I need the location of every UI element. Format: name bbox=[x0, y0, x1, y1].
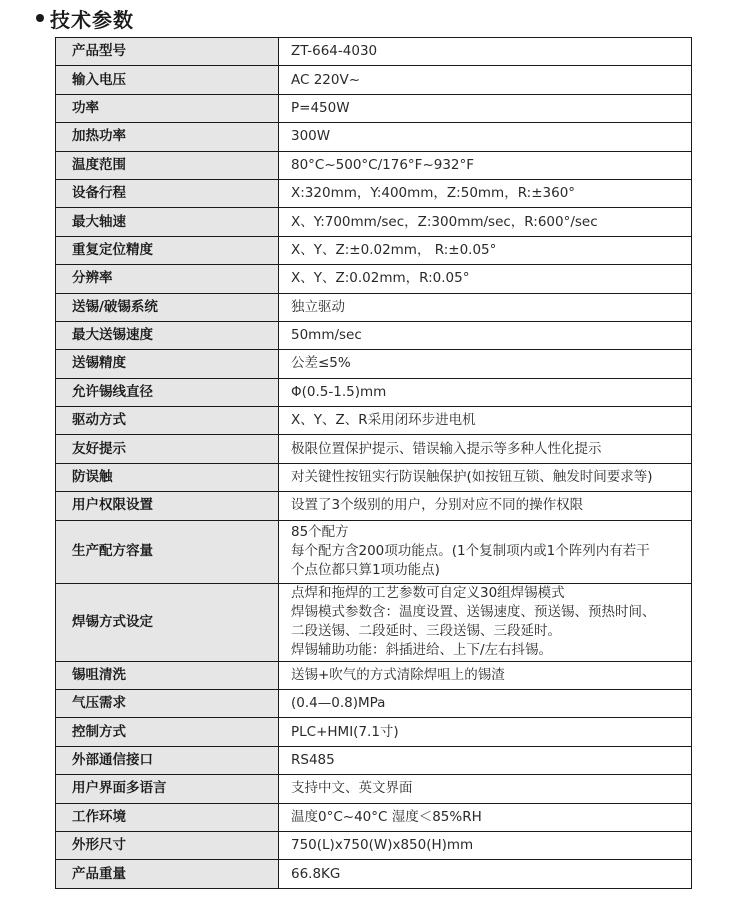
spec-row bbox=[56, 38, 692, 66]
spec-label: 重复定位精度 bbox=[56, 236, 279, 264]
spec-table-body bbox=[56, 38, 692, 889]
spec-row bbox=[56, 775, 692, 803]
spec-value-line: 送锡+吹气的方式清除焊咀上的锡渣 bbox=[291, 666, 505, 683]
spec-value-line: RS485 bbox=[291, 752, 335, 768]
spec-value bbox=[279, 690, 692, 718]
spec-label: 用户权限设置 bbox=[56, 492, 279, 520]
spec-label: 送锡/破锡系统 bbox=[56, 293, 279, 321]
spec-label: 最大送锡速度 bbox=[56, 321, 279, 349]
section-title: 技术参数 bbox=[50, 7, 134, 32]
spec-table bbox=[55, 37, 692, 889]
spec-value bbox=[279, 38, 692, 66]
spec-value-line: X、Y:700mm/sec，Z:300mm/sec，R:600°/sec bbox=[291, 213, 598, 230]
spec-value-line: 独立驱动 bbox=[291, 298, 345, 315]
spec-value bbox=[279, 179, 692, 207]
spec-value bbox=[279, 236, 692, 264]
spec-row bbox=[56, 66, 692, 94]
spec-value bbox=[279, 66, 692, 94]
spec-label: 温度范围 bbox=[56, 151, 279, 179]
spec-value-line: 公差≤5% bbox=[291, 355, 351, 372]
spec-row bbox=[56, 208, 692, 236]
spec-label: 用户界面多语言 bbox=[56, 775, 279, 803]
spec-row bbox=[56, 179, 692, 207]
spec-value-line: Φ(0.5-1.5)mm bbox=[291, 383, 387, 400]
spec-value-line: 温度0°C~40°C 湿度＜85%RH bbox=[291, 808, 482, 825]
spec-row bbox=[56, 321, 692, 349]
spec-value-line: 支持中文、英文界面 bbox=[291, 780, 413, 797]
spec-row bbox=[56, 492, 692, 520]
spec-label: 分辨率 bbox=[56, 265, 279, 293]
spec-row bbox=[56, 151, 692, 179]
spec-value-line: P=450W bbox=[291, 99, 350, 116]
spec-row bbox=[56, 583, 692, 661]
spec-value bbox=[279, 293, 692, 321]
spec-label: 气压需求 bbox=[56, 690, 279, 718]
spec-row bbox=[56, 350, 692, 378]
spec-value bbox=[279, 265, 692, 293]
spec-value bbox=[279, 492, 692, 520]
spec-value bbox=[279, 350, 692, 378]
spec-value bbox=[279, 860, 692, 888]
spec-value bbox=[279, 661, 692, 689]
spec-value bbox=[279, 321, 692, 349]
spec-value bbox=[279, 94, 692, 122]
spec-value bbox=[279, 151, 692, 179]
spec-label: 加热功率 bbox=[56, 123, 279, 151]
spec-value bbox=[279, 463, 692, 491]
spec-row bbox=[56, 378, 692, 406]
spec-value-line: X、Y、Z、R采用闭环步进电机 bbox=[291, 412, 476, 429]
spec-value-line: 焊锡辅助功能：斜插进给、上下/左右抖锡。 bbox=[291, 642, 553, 659]
spec-label: 设备行程 bbox=[56, 179, 279, 207]
spec-row bbox=[56, 860, 692, 888]
spec-value-line: 个点位都只算1项功能点) bbox=[291, 562, 440, 579]
spec-row bbox=[56, 407, 692, 435]
spec-value-line: 极限位置保护提示、错误输入提示等多种人性化提示 bbox=[291, 440, 602, 457]
spec-value-line: AC 220V~ bbox=[291, 71, 361, 88]
spec-value bbox=[279, 775, 692, 803]
spec-label: 外形尺寸 bbox=[56, 831, 279, 859]
spec-value-line: 750(L)x750(W)x850(H)mm bbox=[291, 837, 474, 854]
spec-label: 产品重量 bbox=[56, 860, 279, 888]
spec-value-line: 焊锡模式参数含：温度设置、送锡速度、预送锡、预热时间、 bbox=[291, 604, 656, 621]
spec-value-line: 50mm/sec bbox=[291, 327, 362, 344]
spec-row bbox=[56, 746, 692, 774]
spec-value-line: X、Y、Z:0.02mm，R:0.05° bbox=[291, 270, 470, 287]
spec-value bbox=[279, 718, 692, 746]
spec-row bbox=[56, 265, 692, 293]
spec-value-line: 80°C~500°C/176°F~932°F bbox=[291, 156, 475, 173]
spec-label: 功率 bbox=[56, 94, 279, 122]
spec-row bbox=[56, 661, 692, 689]
spec-value bbox=[279, 378, 692, 406]
spec-label: 生产配方容量 bbox=[56, 520, 279, 583]
spec-label: 防误触 bbox=[56, 463, 279, 491]
section-heading bbox=[36, 4, 134, 32]
spec-label: 外部通信接口 bbox=[56, 746, 279, 774]
spec-label: 焊锡方式设定 bbox=[56, 583, 279, 661]
spec-label: 最大轴速 bbox=[56, 208, 279, 236]
spec-value bbox=[279, 831, 692, 859]
spec-label: 友好提示 bbox=[56, 435, 279, 463]
spec-row bbox=[56, 123, 692, 151]
spec-label: 允许锡线直径 bbox=[56, 378, 279, 406]
spec-value-line: (0.4—0.8)MPa bbox=[291, 695, 386, 712]
spec-row bbox=[56, 690, 692, 718]
spec-value-line: 300W bbox=[291, 128, 331, 145]
spec-label: 锡咀清洗 bbox=[56, 661, 279, 689]
spec-label: 产品型号 bbox=[56, 38, 279, 66]
spec-value-line: 二段送锡、二段延时、三段送锡、三段延时。 bbox=[291, 623, 561, 640]
spec-value bbox=[279, 407, 692, 435]
spec-row bbox=[56, 293, 692, 321]
spec-value-line: 点焊和拖焊的工艺参数可自定义30组焊锡模式 bbox=[291, 585, 565, 602]
spec-value bbox=[279, 123, 692, 151]
spec-row bbox=[56, 803, 692, 831]
spec-row bbox=[56, 94, 692, 122]
spec-label: 控制方式 bbox=[56, 718, 279, 746]
bullet-dot-icon bbox=[36, 14, 44, 22]
spec-value bbox=[279, 746, 692, 774]
spec-value-line: 每个配方含200项功能点。(1个复制项内或1个阵列内有若干 bbox=[291, 543, 650, 560]
spec-row bbox=[56, 831, 692, 859]
spec-label: 驱动方式 bbox=[56, 407, 279, 435]
spec-row bbox=[56, 718, 692, 746]
spec-label: 送锡精度 bbox=[56, 350, 279, 378]
spec-value bbox=[279, 520, 692, 583]
spec-value-line: X、Y、Z:±0.02mm， R:±0.05° bbox=[291, 241, 497, 258]
spec-value-line: 85个配方 bbox=[291, 524, 349, 541]
spec-value-line: 对关键性按钮实行防误触保护(如按钮互锁、触发时间要求等) bbox=[291, 469, 653, 486]
spec-value-line: PLC+HMI(7.1寸) bbox=[291, 723, 399, 740]
spec-value-line: 66.8KG bbox=[291, 865, 341, 882]
spec-value bbox=[279, 803, 692, 831]
spec-row bbox=[56, 463, 692, 491]
spec-value-line: X:320mm，Y:400mm，Z:50mm，R:±360° bbox=[291, 185, 576, 202]
spec-label: 工作环境 bbox=[56, 803, 279, 831]
spec-row bbox=[56, 520, 692, 583]
spec-row bbox=[56, 435, 692, 463]
spec-row bbox=[56, 236, 692, 264]
spec-value bbox=[279, 435, 692, 463]
spec-value-line: ZT-664-4030 bbox=[291, 43, 378, 60]
spec-value bbox=[279, 583, 692, 661]
spec-value-line: 设置了3个级别的用户，分别对应不同的操作权限 bbox=[291, 497, 584, 514]
spec-value bbox=[279, 208, 692, 236]
spec-label: 输入电压 bbox=[56, 66, 279, 94]
